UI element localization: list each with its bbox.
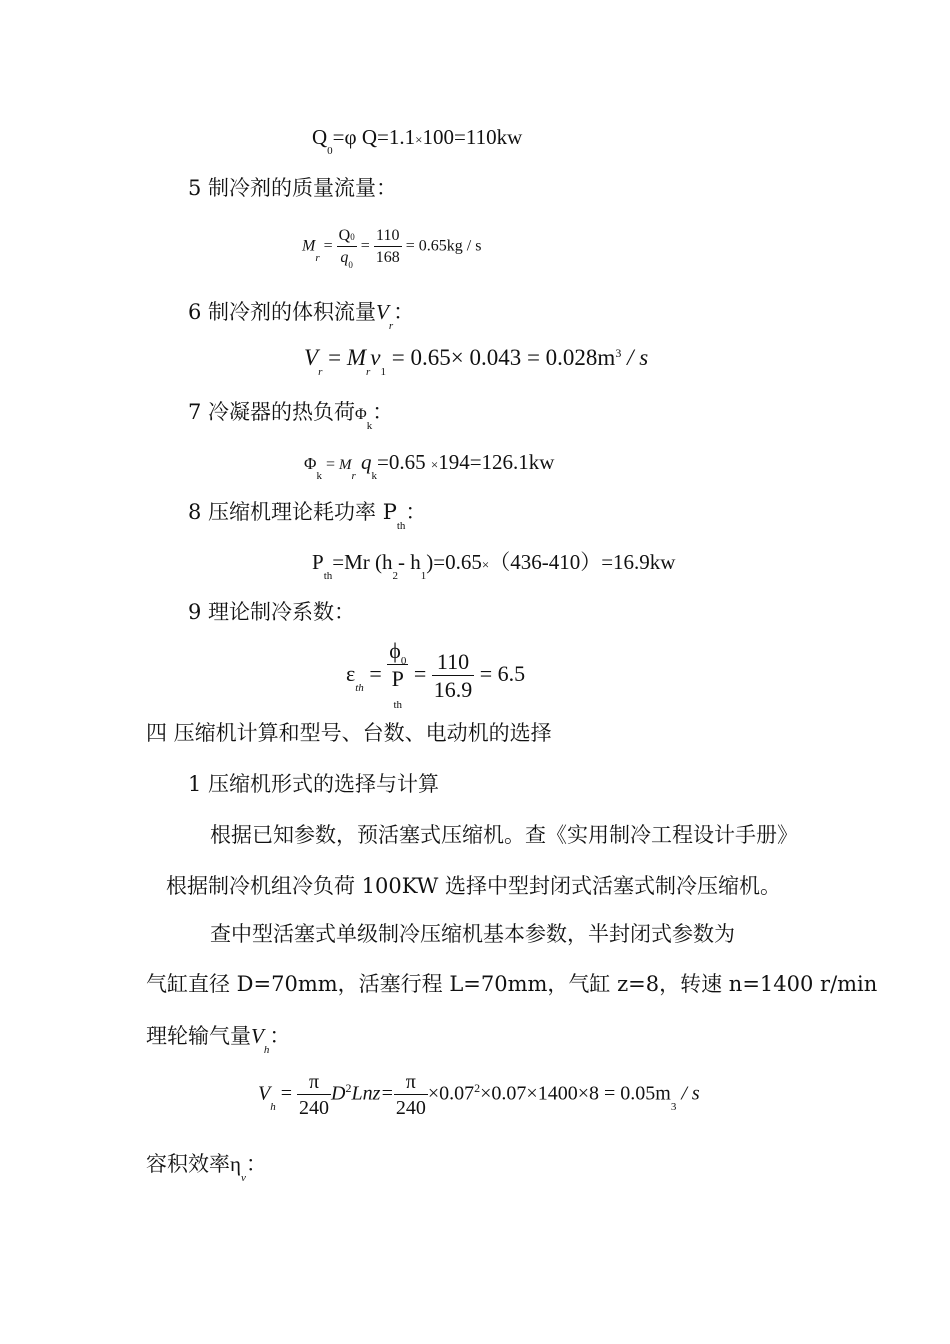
eq-text: = 6.5 bbox=[479, 661, 526, 687]
eq-text: / s bbox=[621, 345, 649, 370]
colon: ： bbox=[393, 300, 415, 324]
heading-mass-flow: 5 制冷剂的质量流量： bbox=[188, 176, 398, 200]
numerator: 110 bbox=[432, 651, 475, 676]
symbol: V bbox=[258, 1082, 271, 1105]
denominator: 16.9 bbox=[433, 677, 473, 702]
eq-text: ×0.07 bbox=[427, 1082, 475, 1105]
heading-text: 理轮输气量 bbox=[146, 1024, 251, 1048]
subscript: k bbox=[371, 470, 377, 482]
fraction-110-168 bbox=[374, 228, 402, 266]
eq-text: （436-410）=16.9kw bbox=[489, 550, 676, 574]
eq-text: Lnz= bbox=[351, 1082, 394, 1105]
symbol: v bbox=[370, 345, 381, 370]
equals: = bbox=[280, 1082, 292, 1105]
symbol: η bbox=[230, 1152, 241, 1176]
superscript: 3 bbox=[615, 346, 622, 360]
symbol: M bbox=[338, 457, 352, 473]
times-sign: × bbox=[415, 132, 423, 147]
numerator: ϕ bbox=[389, 638, 401, 663]
equals: = bbox=[360, 237, 370, 255]
heading-text: 容积效率 bbox=[146, 1152, 230, 1176]
paragraph-1: 根据已知参数，预活塞式压缩机。查《实用制冷工程设计手册》 bbox=[210, 823, 798, 847]
times-sign: × bbox=[430, 457, 439, 472]
symbol: D bbox=[331, 1082, 346, 1105]
symbol: Q bbox=[312, 125, 328, 149]
paragraph-4: 气缸直径 D=70mm，活塞行程 L=70mm，气缸 z=8，转速 n=1400 r/min bbox=[146, 972, 878, 996]
subscript: h bbox=[270, 1100, 276, 1113]
equation-pth bbox=[312, 548, 676, 582]
equation-mr bbox=[302, 227, 482, 270]
times-sign: × bbox=[481, 557, 490, 572]
eq-text: =φ Q=1.1 bbox=[332, 125, 416, 149]
paragraph-2: 根据制冷机组冷负荷 100KW 选择中型封闭式活塞式制冷压缩机。 bbox=[166, 874, 781, 898]
equation-q0 bbox=[312, 123, 523, 157]
subscript: r bbox=[351, 470, 356, 482]
eq-text: - h bbox=[398, 550, 421, 574]
symbol: M bbox=[346, 345, 366, 370]
eq-text: =Mr (h bbox=[332, 550, 393, 574]
denominator: P bbox=[391, 666, 404, 691]
numerator: 110 bbox=[374, 228, 402, 247]
eq-text: / s bbox=[676, 1082, 700, 1105]
heading-text: 6 制冷剂的体积流量 bbox=[188, 300, 377, 324]
colon: ： bbox=[372, 400, 394, 424]
eq-text: 194=126.1kw bbox=[438, 450, 555, 474]
symbol: ε bbox=[346, 661, 356, 687]
colon: ： bbox=[405, 500, 427, 524]
symbol: V bbox=[251, 1024, 264, 1048]
equals: = bbox=[369, 661, 382, 687]
subscript: 2 bbox=[392, 570, 399, 582]
numerator: π bbox=[297, 1072, 331, 1095]
heading-cop: 9 理论制冷系数： bbox=[188, 600, 356, 624]
symbol: P bbox=[312, 550, 324, 574]
symbol: V bbox=[304, 345, 319, 370]
fraction-q-over-q bbox=[337, 227, 357, 270]
fraction-pi-240-b bbox=[394, 1072, 428, 1118]
symbol: q bbox=[340, 249, 349, 266]
subscript: r bbox=[366, 366, 371, 378]
subscript: 3 bbox=[670, 1100, 677, 1113]
equals: = bbox=[321, 456, 339, 473]
subscript: th bbox=[323, 570, 333, 582]
equation-phik bbox=[304, 448, 555, 482]
subscript: 0 bbox=[350, 232, 355, 242]
subscript: 0 bbox=[327, 145, 333, 157]
heading-text: 7 冷凝器的热负荷 bbox=[188, 400, 356, 424]
eq-text: = 0.65kg / s bbox=[405, 237, 482, 255]
equation-vr bbox=[304, 344, 649, 378]
paragraph-3: 查中型活塞式单级制冷压缩机基本参数，半封闭式参数为 bbox=[210, 922, 735, 946]
numerator: π bbox=[394, 1072, 428, 1095]
symbol: Φ bbox=[355, 406, 367, 423]
denominator: 168 bbox=[375, 249, 400, 266]
eq-text: = 0.65× 0.043 = 0.028m bbox=[391, 345, 616, 370]
paragraph-6 bbox=[146, 1150, 267, 1184]
equation-eps bbox=[346, 640, 525, 712]
subscript: k bbox=[366, 420, 373, 432]
heading-compressor-power bbox=[188, 498, 427, 532]
subscript: h bbox=[263, 1044, 270, 1056]
denominator: 240 bbox=[299, 1097, 329, 1119]
superscript: 2 bbox=[345, 1080, 352, 1095]
colon: ： bbox=[245, 1152, 267, 1176]
eq-text: ×0.07×1400×8 = 0.05m bbox=[480, 1082, 671, 1105]
symbol: q bbox=[361, 450, 372, 474]
subscript: th bbox=[393, 699, 403, 711]
equals: = bbox=[323, 237, 333, 255]
colon: ： bbox=[269, 1024, 291, 1048]
subscript: th bbox=[355, 682, 364, 695]
symbol: Φ bbox=[304, 454, 317, 473]
subscript: 0 bbox=[400, 655, 407, 667]
subscript: r bbox=[318, 366, 323, 378]
superscript: 2 bbox=[474, 1080, 481, 1095]
fraction-110-169 bbox=[432, 651, 475, 701]
subscript: 1 bbox=[420, 570, 427, 582]
subscript: 0 bbox=[348, 260, 353, 270]
denominator: 240 bbox=[395, 1097, 426, 1119]
symbol: M bbox=[302, 237, 316, 255]
eq-text: 100=110kw bbox=[422, 125, 523, 149]
symbol: Q bbox=[338, 227, 351, 244]
equals: = bbox=[413, 661, 427, 687]
subscript: v bbox=[240, 1172, 246, 1184]
fraction-pi-240 bbox=[297, 1072, 331, 1118]
subscript: k bbox=[316, 470, 322, 482]
heading-condenser-load bbox=[188, 398, 394, 432]
section-4-title: 四 压缩机计算和型号、台数、电动机的选择 bbox=[146, 721, 552, 745]
eq-text: =0.65 bbox=[377, 450, 426, 474]
subscript: th bbox=[396, 520, 406, 532]
eq-text: )=0.65 bbox=[426, 550, 482, 574]
symbol: V bbox=[376, 300, 389, 324]
subscript: 1 bbox=[380, 366, 386, 378]
subscript: r bbox=[388, 320, 394, 332]
heading-volume-flow bbox=[188, 298, 415, 332]
subscript: r bbox=[315, 251, 320, 264]
heading-text: 8 压缩机理论耗功率 P bbox=[188, 500, 397, 524]
subsection-4-1: 1 压缩机形式的选择与计算 bbox=[188, 772, 440, 796]
equals: = bbox=[328, 345, 342, 370]
fraction-phi-over-p bbox=[387, 640, 408, 712]
equation-vh bbox=[258, 1072, 700, 1118]
paragraph-5 bbox=[146, 1022, 291, 1056]
